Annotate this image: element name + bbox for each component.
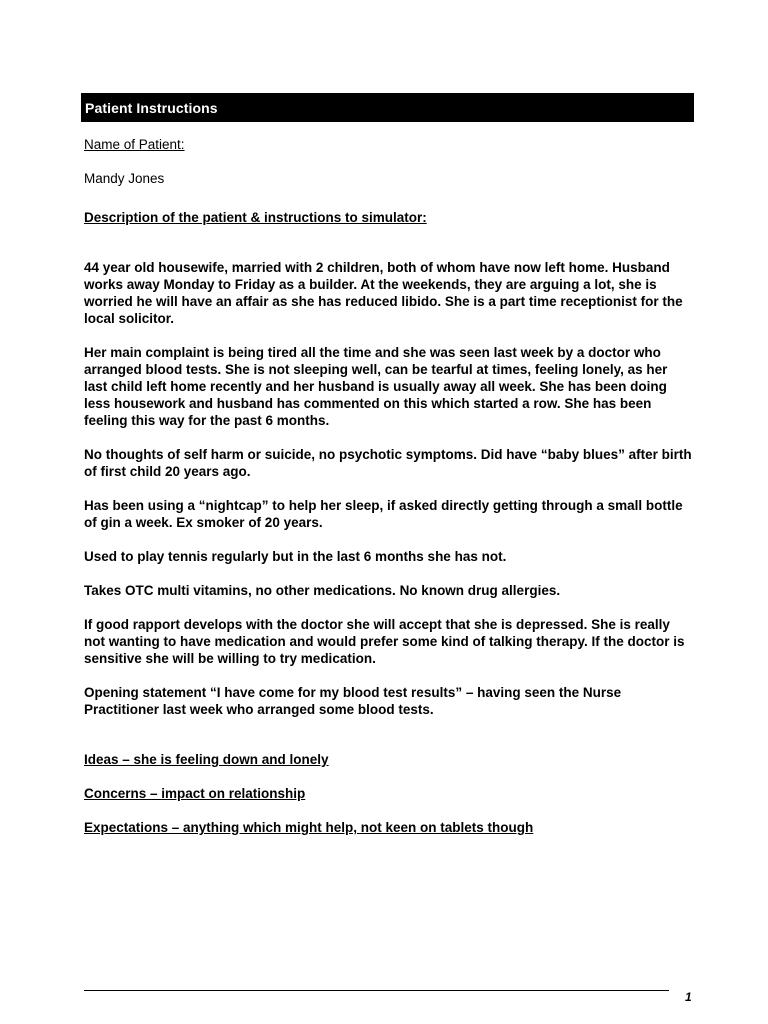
expectations-line: Expectations – anything which might help, not keen on tablets though xyxy=(84,820,534,835)
concerns-line: Concerns – impact on relationship xyxy=(84,786,306,801)
document-content xyxy=(84,136,694,836)
paragraph-background: 44 year old housewife, married with 2 children, both of whom have now left home. Husband works away Monday to Friday as a builder. At the weekends, they are arguing a lot, she is worried he will have an affair as she has reduced libido. She is a part time receptionist for the local solicitor. xyxy=(84,260,683,326)
footer-divider xyxy=(84,990,669,991)
paragraph-risk: No thoughts of self harm or suicide, no psychotic symptoms. Did have “baby blues” after birth of first child 20 years ago. xyxy=(84,447,692,479)
patient-name-label: Name of Patient: xyxy=(84,137,185,152)
patient-name: Mandy Jones xyxy=(84,171,165,186)
header-bar xyxy=(81,93,694,122)
page-title: Patient Instructions xyxy=(85,99,218,116)
paragraph-alcohol: Has been using a “nightcap” to help her sleep, if asked directly getting through a small bottle of gin a week. Ex smoker of 20 years. xyxy=(84,498,683,530)
paragraph-activity: Used to play tennis regularly but in the last 6 months she has not. xyxy=(84,549,507,564)
paragraph-medications: Takes OTC multi vitamins, no other medications. No known drug allergies. xyxy=(84,583,561,598)
paragraph-rapport: If good rapport develops with the doctor she will accept that she is depressed. She is really not wanting to have medication and would prefer some kind of talking therapy. If the doctor is sensitive she will be willing to try medication. xyxy=(84,617,685,666)
paragraph-opening-statement: Opening statement “I have come for my blood test results” – having seen the Nurse Practitioner last week who arranged some blood tests. xyxy=(84,685,622,717)
ideas-line: Ideas – she is feeling down and lonely xyxy=(84,752,329,767)
paragraph-main-complaint: Her main complaint is being tired all the time and she was seen last week by a doctor who arranged blood tests. She is not sleeping well, can be tearful at times, feeling lonely, as her last child left home recently and her husband is usually away all week. She has been doing less housework and husband has commented on this which started a row. She has been feeling this way for the past 6 months. xyxy=(84,345,668,428)
description-heading: Description of the patient & instructions to simulator: xyxy=(84,210,427,225)
page-number: 1 xyxy=(685,990,692,1004)
